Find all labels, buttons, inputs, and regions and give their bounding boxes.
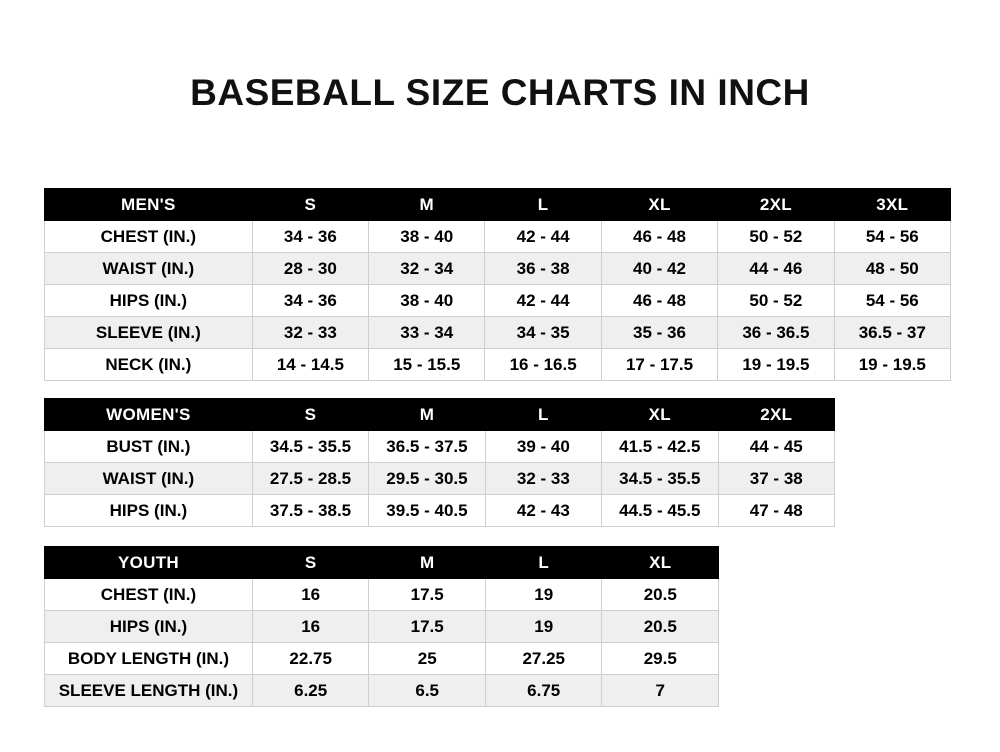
womens-size-table	[44, 398, 835, 527]
cell: 34.5 - 35.5	[602, 463, 718, 495]
row-label: HIPS (IN.)	[45, 285, 253, 317]
table-row	[45, 643, 719, 675]
table-header-row	[45, 547, 719, 579]
cell: 41.5 - 42.5	[602, 431, 718, 463]
cell: 19 - 19.5	[718, 349, 834, 381]
cell: 36 - 38	[485, 253, 601, 285]
cell: 46 - 48	[601, 221, 717, 253]
column-header: 2XL	[718, 189, 834, 221]
column-header: L	[485, 399, 601, 431]
row-label: SLEEVE (IN.)	[45, 317, 253, 349]
cell: 37.5 - 38.5	[252, 495, 368, 527]
cell: 54 - 56	[834, 221, 950, 253]
column-header: M	[369, 547, 486, 579]
cell: 7	[602, 675, 719, 707]
row-label: BODY LENGTH (IN.)	[45, 643, 253, 675]
cell: 37 - 38	[718, 463, 834, 495]
column-header: M	[369, 399, 485, 431]
table-header-row	[45, 399, 835, 431]
cell: 33 - 34	[369, 317, 485, 349]
column-header: XL	[602, 399, 718, 431]
youth-size-table-container	[44, 546, 719, 707]
cell: 54 - 56	[834, 285, 950, 317]
cell: 27.5 - 28.5	[252, 463, 368, 495]
cell: 17.5	[369, 579, 486, 611]
row-label: HIPS (IN.)	[45, 495, 253, 527]
cell: 32 - 33	[252, 317, 368, 349]
cell: 35 - 36	[601, 317, 717, 349]
cell: 19	[485, 611, 602, 643]
column-header: L	[485, 547, 602, 579]
table-row	[45, 579, 719, 611]
cell: 46 - 48	[601, 285, 717, 317]
cell: 42 - 44	[485, 221, 601, 253]
cell: 48 - 50	[834, 253, 950, 285]
cell: 47 - 48	[718, 495, 834, 527]
cell: 34.5 - 35.5	[252, 431, 368, 463]
cell: 16 - 16.5	[485, 349, 601, 381]
cell: 19	[485, 579, 602, 611]
row-label: SLEEVE LENGTH (IN.)	[45, 675, 253, 707]
row-label: WAIST (IN.)	[45, 253, 253, 285]
column-header: M	[369, 189, 485, 221]
cell: 42 - 44	[485, 285, 601, 317]
cell: 34 - 36	[252, 221, 368, 253]
cell: 39 - 40	[485, 431, 601, 463]
table-row	[45, 463, 835, 495]
cell: 6.5	[369, 675, 486, 707]
table-row	[45, 349, 951, 381]
mens-size-table	[44, 188, 951, 381]
column-header: S	[252, 399, 368, 431]
cell: 19 - 19.5	[834, 349, 950, 381]
cell: 39.5 - 40.5	[369, 495, 485, 527]
table-row	[45, 317, 951, 349]
column-header: 3XL	[834, 189, 950, 221]
cell: 40 - 42	[601, 253, 717, 285]
cell: 20.5	[602, 579, 719, 611]
youth-size-table	[44, 546, 719, 707]
cell: 17.5	[369, 611, 486, 643]
cell: 16	[252, 579, 369, 611]
column-header: S	[252, 189, 368, 221]
column-header: S	[252, 547, 369, 579]
table-header-row	[45, 189, 951, 221]
table-row	[45, 675, 719, 707]
cell: 44.5 - 45.5	[602, 495, 718, 527]
cell: 36 - 36.5	[718, 317, 834, 349]
cell: 29.5	[602, 643, 719, 675]
column-header: XL	[601, 189, 717, 221]
cell: 36.5 - 37	[834, 317, 950, 349]
cell: 16	[252, 611, 369, 643]
cell: 6.25	[252, 675, 369, 707]
column-header: XL	[602, 547, 719, 579]
row-label: NECK (IN.)	[45, 349, 253, 381]
cell: 34 - 36	[252, 285, 368, 317]
cell: 22.75	[252, 643, 369, 675]
cell: 15 - 15.5	[369, 349, 485, 381]
mens-size-table-container	[44, 188, 951, 381]
page-title: BASEBALL SIZE CHARTS IN INCH	[190, 72, 810, 113]
cell: 44 - 45	[718, 431, 834, 463]
column-header: YOUTH	[45, 547, 253, 579]
row-label: BUST (IN.)	[45, 431, 253, 463]
cell: 28 - 30	[252, 253, 368, 285]
table-row	[45, 285, 951, 317]
cell: 17 - 17.5	[601, 349, 717, 381]
cell: 42 - 43	[485, 495, 601, 527]
cell: 32 - 34	[369, 253, 485, 285]
cell: 34 - 35	[485, 317, 601, 349]
cell: 44 - 46	[718, 253, 834, 285]
table-row	[45, 495, 835, 527]
cell: 50 - 52	[718, 221, 834, 253]
cell: 50 - 52	[718, 285, 834, 317]
column-header: 2XL	[718, 399, 834, 431]
cell: 29.5 - 30.5	[369, 463, 485, 495]
cell: 38 - 40	[369, 221, 485, 253]
cell: 36.5 - 37.5	[369, 431, 485, 463]
row-label: CHEST (IN.)	[45, 221, 253, 253]
row-label: WAIST (IN.)	[45, 463, 253, 495]
cell: 38 - 40	[369, 285, 485, 317]
table-row	[45, 221, 951, 253]
row-label: HIPS (IN.)	[45, 611, 253, 643]
cell: 6.75	[485, 675, 602, 707]
table-row	[45, 253, 951, 285]
cell: 25	[369, 643, 486, 675]
column-header: L	[485, 189, 601, 221]
column-header: MEN'S	[45, 189, 253, 221]
table-row	[45, 431, 835, 463]
table-row	[45, 611, 719, 643]
column-header: WOMEN'S	[45, 399, 253, 431]
row-label: CHEST (IN.)	[45, 579, 253, 611]
cell: 27.25	[485, 643, 602, 675]
cell: 32 - 33	[485, 463, 601, 495]
cell: 20.5	[602, 611, 719, 643]
womens-size-table-container	[44, 398, 835, 527]
cell: 14 - 14.5	[252, 349, 368, 381]
